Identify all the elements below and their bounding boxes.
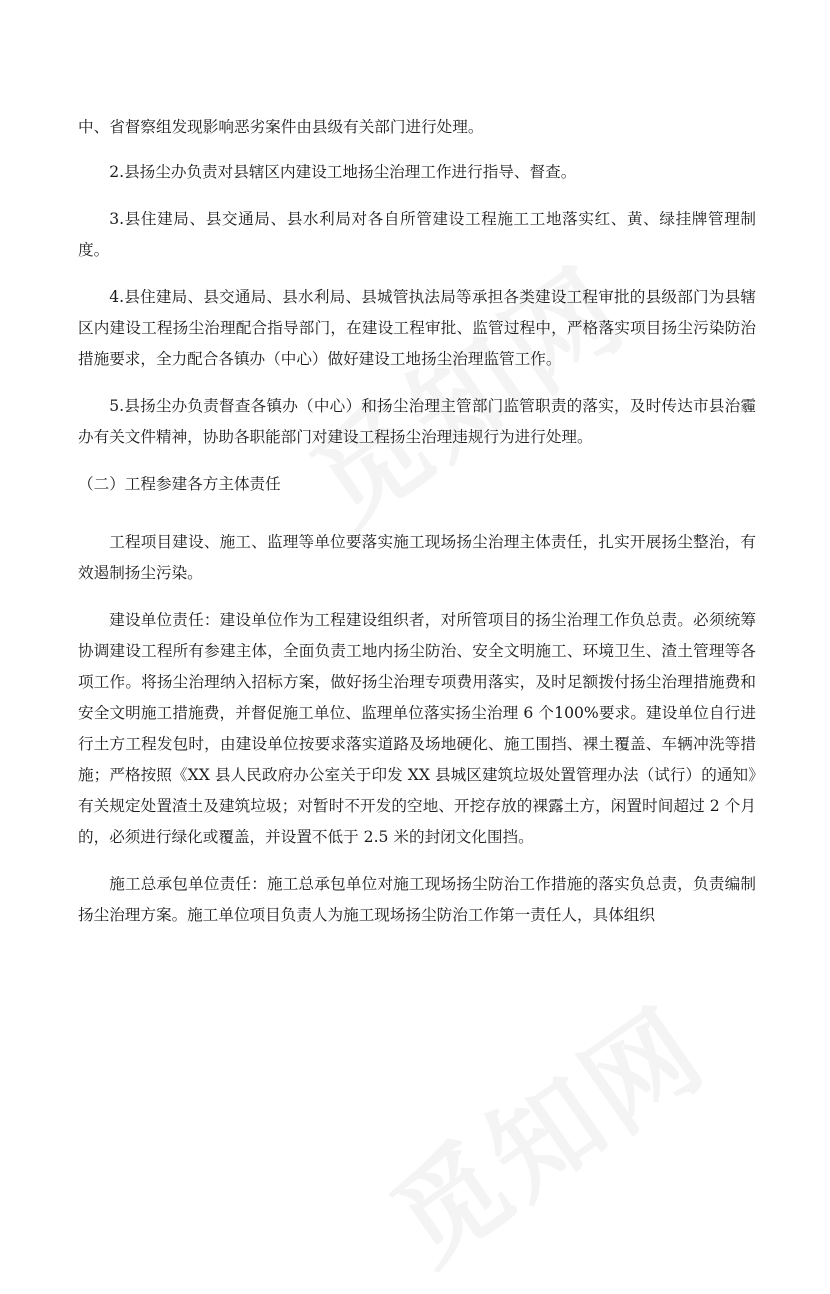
section-heading: （二）工程参建各方主体责任 [78,475,281,493]
paragraph-builder-responsibility: 建设单位责任：建设单位作为工程建设组织者，对所管项目的扬尘治理工作负总责。必须统筹协调建设工程所有参建主体，全面负责工地内扬尘防治、安全文明施工、环境卫生、渣土管理等各项工作。将扬尘治理纳入招标方案，做好扬尘治理专项费用落实，及时足额拨付扬尘治理措施费和安全文明施工措施费，并督促施工单位、监理单位落实扬尘治理 6 个100%要求。建设单位自行进行土方工程发包时，由建设单位按要求落实道路及场地硬化、施工围挡、裸土覆盖、车辆冲洗等措施；严格按照《XX 县人民政府办公室关于印发 XX 县城区建筑垃圾处置管理办法（试行）的通知》有关规定处置渣土及建筑垃圾；对暂时不开发的空地、开挖存放的裸露土方，闲置时间超过 2 个月的，必须进行绿化或覆盖，并设置不低于 2.5 米的封闭文化围挡。 [78,611,756,846]
paragraph-item-2: 2.县扬尘办负责对县辖区内建设工地扬尘治理工作进行指导、督查。 [109,163,577,181]
paragraph-contractor-responsibility: 施工总承包单位责任：施工总承包单位对施工现场扬尘防治工作措施的落实负总责，负责编制扬尘治理方案。施工单位项目负责人为施工现场扬尘防治工作第一责任人，具体组织 [78,875,756,924]
paragraph-item-5: 5.县扬尘办负责督查各镇办（中心）和扬尘治理主管部门监管职责的落实，及时传达市县治霾办有关文件精神，协助各职能部门对建设工程扬尘治理违规行为进行处理。 [78,397,756,446]
watermark [356,964,732,1293]
paragraph-intro: 工程项目建设、施工、监理等单位要落实施工现场扬尘治理主体责任，扎实开展扬尘整治，有效遏制扬尘污染。 [78,533,756,582]
paragraph-item-3: 3.县住建局、县交通局、县水利局对各自所管建设工程施工工地落实红、黄、绿挂牌管理制度。 [78,210,756,259]
document-body [78,112,756,947]
paragraph-continuation: 中、省督察组发现影响恶劣案件由县级有关部门进行处理。 [78,118,484,136]
paragraph-item-4: 4.县住建局、县交通局、县水利局、县城管执法局等承担各类建设工程审批的县级部门为县辖区内建设工程扬尘治理配合指导部门，在建设工程审批、监管过程中，严格落实项目扬尘污染防治措施要求，全力配合各镇办（中心）做好建设工地扬尘治理监管工作。 [78,288,756,368]
